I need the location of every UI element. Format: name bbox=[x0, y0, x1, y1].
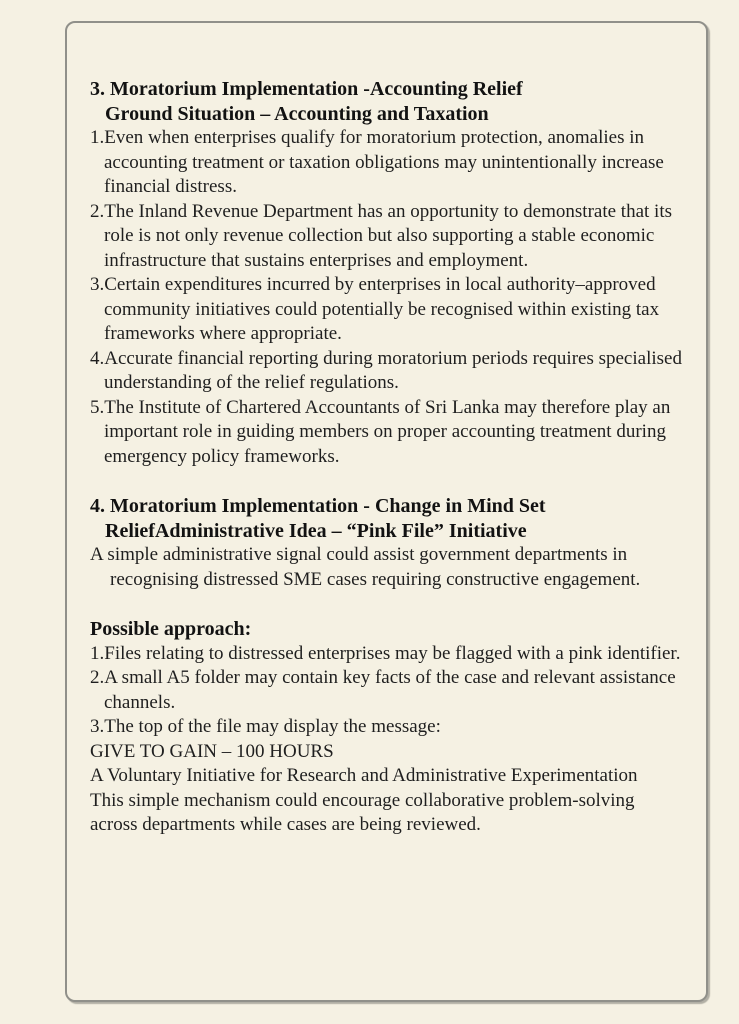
section-3-heading-line-2: Ground Situation – Accounting and Taxation bbox=[105, 102, 489, 125]
item-number: 2. bbox=[90, 667, 105, 688]
item-text: The top of the file may display the message: bbox=[104, 716, 441, 737]
section-3 bbox=[90, 77, 686, 469]
numbered-item bbox=[90, 666, 686, 715]
item-number: 3. bbox=[90, 274, 105, 295]
item-text: Certain expenditures incurred by enterprises in local authority–approved community initiatives could potentially be recognised within existing tax frameworks where appropriate. bbox=[104, 274, 660, 344]
numbered-item bbox=[90, 347, 686, 396]
section-3-heading-line-1: 3. Moratorium Implementation -Accounting Relief bbox=[90, 78, 523, 100]
section-4 bbox=[90, 494, 686, 592]
item-number: 2. bbox=[90, 200, 105, 222]
possible-approach-heading: Possible approach: bbox=[90, 618, 252, 640]
item-text: Even when enterprises qualify for moratorium protection, anomalies in accounting treatment or taxation obligations may unintentionally increase financial distress. bbox=[104, 127, 664, 197]
item-number: 4. bbox=[90, 347, 105, 369]
item-text: Accurate financial reporting during moratorium periods requires specialised understanding of the relief regulations. bbox=[104, 347, 682, 393]
item-text: The Institute of Chartered Accountants of Sri Lanka may therefore play an important role in guiding members on proper accounting treatment during emergency policy frameworks. bbox=[104, 396, 671, 467]
section-4-heading bbox=[90, 494, 686, 543]
numbered-item bbox=[90, 642, 686, 667]
section-4-intro-paragraph: A simple administrative signal could assist government departments in recognising distressed SME cases requiring constructive engagement. bbox=[90, 544, 641, 590]
section-4-heading-line-1: 4. Moratorium Implementation - Change in Mind Set bbox=[90, 495, 546, 517]
statement-line-mechanism: This simple mechanism could encourage collaborative problem-solving across departments while cases are being reviewed. bbox=[90, 789, 635, 835]
page-frame bbox=[65, 21, 708, 1002]
section-3-heading bbox=[90, 77, 686, 126]
item-number: 3. bbox=[90, 716, 105, 737]
numbered-item bbox=[90, 273, 686, 347]
numbered-item bbox=[90, 200, 686, 274]
item-number: 1. bbox=[90, 127, 105, 148]
numbered-item bbox=[90, 396, 686, 470]
item-number: 5. bbox=[90, 396, 105, 418]
possible-approach bbox=[90, 617, 686, 838]
item-number: 1. bbox=[90, 642, 105, 664]
statement-line-give-to-gain: GIVE TO GAIN – 100 HOURS bbox=[90, 740, 334, 762]
numbered-item bbox=[90, 715, 686, 740]
item-text: Files relating to distressed enterprises may be flagged with a pink identifier. bbox=[104, 642, 681, 664]
item-text: A small A5 folder may contain key facts of the case and relevant assistance channels. bbox=[104, 667, 676, 713]
section-4-heading-line-2: ReliefAdministrative Idea – “Pink File” Initiative bbox=[105, 519, 527, 542]
numbered-item bbox=[90, 126, 686, 200]
statement-line-voluntary-initiative: A Voluntary Initiative for Research and Administrative Experimentation bbox=[90, 765, 638, 786]
item-text: The Inland Revenue Department has an opportunity to demonstrate that its role is not only revenue collection but also supporting a stable economic infrastructure that sustains enterprises and employment. bbox=[104, 200, 672, 271]
